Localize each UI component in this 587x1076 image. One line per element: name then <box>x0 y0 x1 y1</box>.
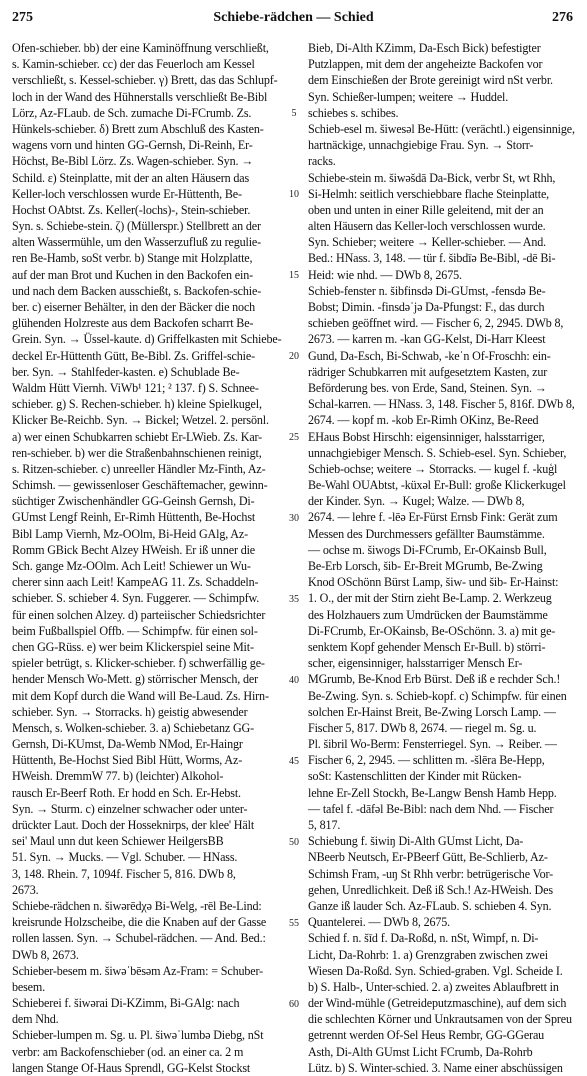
text-line: Syn. Schieber; weitere → Keller-schieber. — And. <box>308 235 547 250</box>
line-number: 35 <box>289 593 299 605</box>
text-line: Gund, Da-Esch, Bi-Schwab, -keˈn Of-Froschh: ein- <box>308 348 551 363</box>
text-line: Asth, Di-Alth GUmst Licht FCrumb, Da-Rohrb <box>308 1044 533 1059</box>
text-line: Bobst; Dimin. -finsdəˈjə Da-Pfungst: F., das durch <box>308 300 545 314</box>
text-line: Ganze iß lauder Sch. Az-FLaub. S. schieben 4. Syn. <box>308 898 552 913</box>
running-title: Schiebe-rädchen — Schied <box>213 10 374 25</box>
text-line: Bed.: HNass. 3, 148. — tür f. šibdīə Be-Bibl, -dē Bi- <box>308 251 556 266</box>
text-line: Schied f. n. šīd f. Da-Roßd, n. nSt, Wimpf, n. Di- <box>308 931 539 946</box>
text-line: Be-Zwing. Syn. s. Schieb-kopf. c) Schimpfw. für einen <box>308 688 567 703</box>
text-line: Beförderung bes. von Erde, Sand, Steinen. Syn. → <box>308 380 547 395</box>
text-line: Schild. ε) Steinplatte, mit der an alten Häusern das <box>12 170 250 185</box>
text-line: besem. <box>12 979 46 994</box>
text-line: 2673. <box>12 882 39 897</box>
text-line: MGrumb, Be-Knod Erb Bürst. Deß iß e rechder Sch.! <box>308 672 561 687</box>
text-line: beim Fußballspiel Offb. — Schimpfw. für einen sol- <box>12 623 258 638</box>
text-line: 5, 817. <box>308 818 341 832</box>
text-line: HWeish. DremmW 77. b) (leichter) Alkohol- <box>12 769 224 784</box>
text-line: Grein. Syn. → Üssel-kaute. d) Griffelkasten mit Schiebe- <box>12 332 282 347</box>
text-line: schieber. g) S. Rechen-schieber. h) kleine Spielkugel, <box>12 397 262 412</box>
text-line: Schimsh. — gewissenloser Geschäftemacher, gewinn- <box>12 478 268 493</box>
text-line: ren-schieber. b) wer die Straßenbahnschienen reinigt, <box>12 445 262 460</box>
text-line: unnachgiebiger Mensch. S. Schieb-esel. Syn. Schieber, <box>308 445 567 460</box>
text-line: 2674. — kopf m. -kob Er-Rimh OKinz, Be-Reed <box>308 413 539 428</box>
text-line: alten Häusern das Keller-loch verschlossen wurde. <box>308 219 546 234</box>
text-line: senktem Kopf gehender Mensch Er-Bull. b) störri- <box>308 639 546 654</box>
text-line: 51. Syn. → Mucks. — Vgl. Schuber. — HNass. <box>12 850 238 865</box>
text-line: Hochst OAbtst. Zs. Keller(-lochs)-, Stein-schieber. <box>12 202 251 217</box>
text-line: Ofen-schieber. bb) der eine Kaminöffnung verschließt, <box>12 41 269 55</box>
text-line: Höchst, Be-Bibl Lörz. Zs. Wagen-schieber. Syn. → <box>12 154 254 169</box>
text-line: s. Kamin-schieber. cc) der das Feuerloch am Kessel <box>12 57 255 72</box>
text-line: oben und unten in einer Rille geleitend, mit der an <box>308 202 544 217</box>
running-header <box>0 0 587 34</box>
text-line: schiebes s. schibes. <box>308 105 399 120</box>
text-line: Gernsh, Di-KUmst, Da-Wemb NMod, Er-Haingr <box>12 737 243 752</box>
line-number: 60 <box>289 998 299 1010</box>
text-line: gehen, Unredlichkeit. Deß iß Sch.! Az-HWeish. Des <box>308 882 553 897</box>
text-line: 1. O., der mit der Stirn zieht Be-Lamp. 2. Werkzeug <box>308 591 552 606</box>
text-line: EHaus Bobst Hirschh: eigensinniger, halsstarriger, <box>308 429 545 444</box>
text-line: hender Mensch Wo-Mett. g) störrischer Mensch, der <box>12 672 259 687</box>
text-line: s. Ritzen-schieber. c) unreeller Händler Mz-Finth, Az- <box>12 461 266 476</box>
text-line: für einen solchen Alzey. d) parteiischer Schiedsrichter <box>12 607 266 622</box>
text-line: scher, eigensinniger, halsstarriger Mensch Er- <box>308 656 523 671</box>
text-line: Schieb-ochse; weitere → Storracks. — kugel f. -kuģl <box>308 461 558 476</box>
text-line: Hüttenth, Be-Hochst Sied Bibl Hütt, Worms, Az- <box>12 753 243 768</box>
text-line: Putzlappen, mit dem der angeheizte Backofen vor <box>308 57 543 72</box>
text-line: Schiebe-stein m. šiwəšdā Da-Bick, verbr St, wt Rhh, <box>308 170 556 185</box>
line-number: 5 <box>291 107 297 119</box>
text-line: Heid: wie nhd. — DWb 8, 2675. <box>308 267 462 282</box>
text-line: lehne Er-Zell Stockh, Be-Langw Bensh Hamb Hepp. <box>308 785 557 800</box>
line-number: 25 <box>289 431 299 443</box>
text-line: alten Wassermühle, um den Wasserzufluß zu regulie- <box>12 235 262 250</box>
text-line: des Holzhauers zum Umdrücken der Baumstämme <box>308 607 548 622</box>
line-number: 15 <box>289 269 299 281</box>
text-line: Be-Wahl OUAbtst, -küxəl Er-Bull: große Klickerkugel <box>308 478 566 493</box>
text-line: deckel Er-Hüttenth Gütt, Be-Bibl. Zs. Griffel-schie- <box>12 348 255 363</box>
text-line: — tafel f. -dāfəl Be-Bibl: nach dem Nhd. — Fischer <box>308 801 554 816</box>
text-line: ber. Syn. → Stahlfeder-kasten. e) Schublade Be- <box>12 364 240 379</box>
text-line: mit dem Kopf durch die Wand will Be-Laud. Zs. Hirn- <box>12 688 269 703</box>
text-line: kreisrunde Holzscheibe, die die Knaben auf der Gasse <box>12 915 267 930</box>
text-line: Syn. → Sturm. c) einzelner schwacher oder unter- <box>12 801 248 816</box>
text-line: 2674. — lehre f. -lēə Er-Fürst Ernsb Fink: Gerät zum <box>308 510 558 525</box>
text-line: spieler betrügt, s. Klicker-schieber. f) schwerfällig ge- <box>12 656 265 671</box>
page-number-left: 275 <box>12 10 33 25</box>
text-line: rausch Er-Beerf Roth. Er hodd en Sch. Er-Hebst. <box>12 785 241 800</box>
text-line: Knod OSchönn Bürst Lamp, šiw- und šib- Er-Hainst: <box>308 575 559 590</box>
text-line: Pl. šibril Wo-Berm: Fensterriegel. Syn. → Reiber. — <box>308 737 557 752</box>
text-line: solchen Er-Hainst Breit, Be-Zwing Lorsch Lamp. — <box>308 704 556 719</box>
text-line: a) wer einen Schubkarren schiebt Er-LWieb. Zs. Kar- <box>12 429 263 444</box>
text-line: schieber. Syn. → Storracks. h) geistig abwesender <box>12 704 248 719</box>
right-column <box>308 40 576 1075</box>
text-line: — ochse m. šiwogs Di-FCrumb, Er-OKainsb Bull, <box>308 542 547 557</box>
text-line: dem Nhd. <box>12 1012 59 1027</box>
text-line: Klicker Be-Reichb. Syn. → Bickel; Wetzel. 2. persönl. <box>12 413 269 428</box>
text-line: Sch. gange Mz-OOlm. Ach Leit! Schiewer un Wu- <box>12 559 251 573</box>
line-number: 55 <box>289 917 299 929</box>
text-line: auf der man Brot und Kuchen in den Backofen ein- <box>12 267 253 282</box>
text-line: GUmst Lengf Reinh, Er-Rimh Hüttenth, Be-Hochst <box>12 510 256 525</box>
page-number-right: 276 <box>552 10 573 25</box>
text-line: Waldm Hütt Viernh. ViWb¹ 121; ² 137. f) S. Schnee- <box>12 380 259 395</box>
text-line: Mensch, s. Wolken-schieber. 3. a) Schiebetanz GG- <box>12 720 254 735</box>
text-line: süchtiger Zwischenhändler GG-Geinsh Gernsh, Di- <box>12 494 255 509</box>
line-number: 50 <box>289 836 299 848</box>
text-line: Si-Helmh: seitlich verschiebbare flache Steinplatte, <box>308 186 550 201</box>
text-line: Keller-loch verschlossen wurde Er-Hüttenth, Be- <box>12 186 242 201</box>
text-line: die schlechten Körner und Unkrautsamen von der Spreu <box>308 1012 572 1027</box>
text-line: cherer sinn aach Leit! KampeAG 11. Zs. Schaddeln- <box>12 575 259 590</box>
text-line: schieben geöffnet wird. — Fischer 6, 2, 2945. DWb 8, <box>308 316 564 331</box>
text-line: Syn. s. Schiebe-stein. ζ) (Müllerspr.) Stellbrett an der <box>12 219 261 234</box>
text-line: verbr: am Backofenschieber (od. an einer ca. 2 m <box>12 1044 244 1059</box>
line-number: 45 <box>289 755 299 767</box>
text-line: ber. c) eiserner Behälter, in den der Bäcker die noch <box>12 300 256 314</box>
text-line: Licht, Da-Rohrb: 1. a) Grenzgraben zwischen zwei <box>308 947 548 962</box>
text-line: rollen lassen. Syn. → Schubel-rädchen. — And. Bed.: <box>12 931 266 946</box>
text-line: racks. <box>308 154 336 169</box>
text-line: Hünkels-schieber. δ) Brett zum Abschluß des Kasten- <box>12 121 264 136</box>
text-line: glühenden Holzreste aus dem Backofen scharrt Be- <box>12 316 254 331</box>
left-column <box>12 40 282 1075</box>
text-line: Bibl Lamp Viernh, Mz-OOlm, Bi-Heid GAlg, Az- <box>12 526 248 541</box>
text-line: langen Stange Of-Haus Sprendl, GG-Kelst Stockst <box>12 1060 251 1075</box>
text-line: chen GG-Rüss. e) wer beim Klickerspiel seine Mit- <box>12 639 254 654</box>
text-line: Quantelerei. — DWb 8, 2675. <box>308 915 451 930</box>
text-line: der Kinder. Syn. → Kugel; Walze. — DWb 8, <box>308 494 525 509</box>
text-line: Syn. Schießer-lumpen; weitere → Huddel. <box>308 89 509 104</box>
text-line: sei' Maul unn dut keen Schiewer HeilgersBB <box>12 834 224 849</box>
text-line: Schal-karren. — HNass. 3, 148. Fischer 5, 816f. DWb 8, <box>308 397 575 412</box>
text-line: Schiebe-rädchen n. šiwərēdχə Bi-Welg, -rēl Be-Lind: <box>12 898 262 913</box>
text-line: 2673. — karren m. -kan GG-Kelst, Di-Harr Kleest <box>308 332 546 347</box>
text-line: 3, 148. Rhein. 7, 1094f. Fischer 5, 816. DWb 8, <box>12 866 236 881</box>
text-line: Schieb-fenster n. šibfinsdə Di-GUmst, -fensdə Be- <box>308 283 546 298</box>
text-line: b) S. Halb-, Unter-schied. 2. a) zweites Ablaufbrett in <box>308 979 559 994</box>
text-line: Wiesen Da-Roßd. Syn. Schied-graben. Vgl. Scheide I. <box>308 963 563 978</box>
text-line: Bieb, Di-Alth KZimm, Da-Esch Bick) befestigter <box>308 41 541 55</box>
text-line: hartnäckige, unnachgiebige Frau. Syn. → Storr- <box>308 138 534 153</box>
text-line: DWb 8, 2673. <box>12 947 79 962</box>
text-line: und nach dem Backen ausschießt, s. Backofen-schie- <box>12 283 262 298</box>
text-line: der Wind-mühle (Getreideputzmaschine), auf dem sich <box>308 996 567 1011</box>
text-line: schieber. S. schieber 4. Syn. Fuggerer. — Schimpfw. <box>12 591 260 606</box>
text-line: drückter Laut. Doch der Hosseknirps, der klee' Hält <box>12 818 255 832</box>
text-line: Lütz. b) S. Winter-schied. 3. Name einer abschüssigen <box>308 1060 563 1075</box>
text-line: soSt: Kastenschlitten der Kinder mit Rücken- <box>308 769 522 784</box>
line-number: 30 <box>289 512 299 524</box>
text-line: Schiebung f. šiwiŋ Di-Alth GUmst Licht, Da- <box>308 834 524 849</box>
text-line: wagens vorn und hinten GG-Gernsh, Di-Reinh, Er- <box>12 138 253 153</box>
text-line: getrennt werden Of-Sel Heus Rembr, GG-GGerau <box>308 1028 545 1043</box>
text-line: dem Einschießen der Brote gereinigt wird nSt verbr. <box>308 73 553 88</box>
text-line: Fischer 5, 817. DWb 8, 2674. — riegel m. Sg. u. <box>308 720 537 735</box>
line-number: 20 <box>289 350 299 362</box>
text-line: Be-Erb Lorsch, šib- Er-Breit MGrumb, Be-Zwing <box>308 559 543 573</box>
line-number: 10 <box>289 188 299 200</box>
text-line: rädriger Schubkarren mit aufgesetztem Kasten, zur <box>308 364 548 379</box>
text-line: Schimsh Fram, -uŋ St Rhh verbr: betrügerische Vor- <box>308 866 554 881</box>
text-line: Fischer 6, 2, 2945. — schlitten m. -šlēra Be-Hepp, <box>308 753 545 768</box>
text-line: verschließt, s. Kessel-schieber. γ) Brett, das das Schlupf- <box>12 73 278 88</box>
text-line: Romm GBick Becht Alzey HWeish. Er iß unner die <box>12 542 256 557</box>
text-line: Schieber-lumpen m. Sg. u. Pl. šiwəˈlumbə Diebg, nSt <box>12 1028 264 1043</box>
text-line: Schieberei f. šiwərai Di-KZimm, Bi-GAlg: nach <box>12 996 240 1011</box>
text-line: Schieber-besem m. šiwəˈbēsəm Az-Fram: = Schuber- <box>12 963 264 978</box>
text-line: loch in der Wand des Hühnerstalls verschließt Be-Bibl <box>12 89 268 104</box>
text-line: Di-FCrumb, Er-OKainsb, Be-OSchönn. 3. a) mit ge- <box>308 623 556 638</box>
line-number: 40 <box>289 674 299 686</box>
text-line: NBeerb Neutsch, Er-PBeerf Gütt, Be-Schlierb, Az- <box>308 850 548 865</box>
text-line: Lörz, Az-FLaub. de Sch. zumache Di-FCrumb. Zs. <box>12 105 252 120</box>
text-line: Schieb-esel m. šiwesəl Be-Hütt: (verächtl.) eigensinnige, <box>308 121 575 136</box>
text-line: ren Be-Hamb, soSt verbr. b) Stange mit Holzplatte, <box>12 251 253 266</box>
text-line: Messen des Durchmessers gefällter Baumstämme. <box>308 526 545 541</box>
